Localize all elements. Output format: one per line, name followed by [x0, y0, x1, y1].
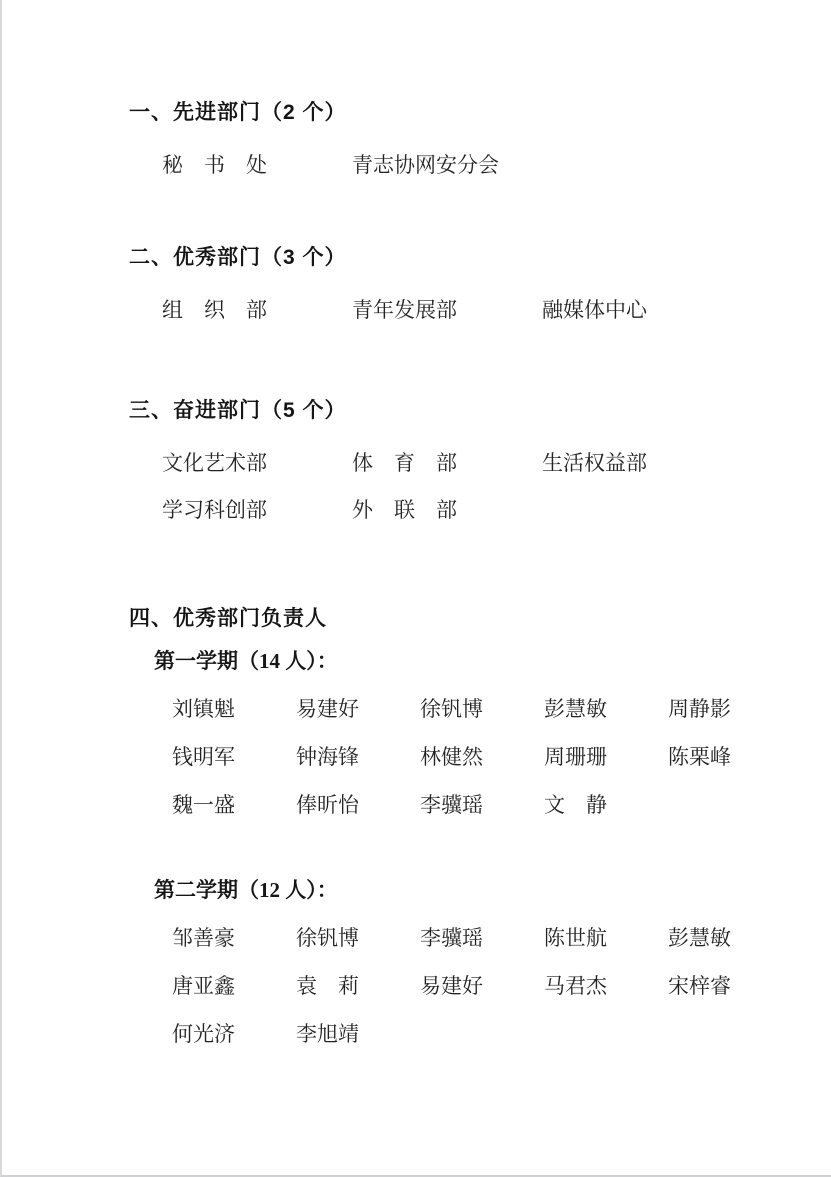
department-name: 学习科创部 — [162, 498, 267, 522]
person-name: 李骥瑶 — [420, 793, 483, 817]
person-name: 袁 莉 — [296, 974, 359, 998]
person-name: 易建好 — [420, 974, 483, 998]
document-content — [2, 0, 831, 1052]
person-name: 文 静 — [544, 793, 607, 817]
semester-1-block — [129, 646, 791, 823]
person-name: 易建好 — [296, 697, 359, 721]
person-name: 周珊珊 — [544, 745, 607, 769]
name-row — [172, 694, 791, 727]
semester-2-title: 第二学期（12 人）： — [154, 878, 338, 902]
person-name: 何光济 — [172, 1022, 235, 1046]
department-row — [162, 448, 791, 481]
department-name: 青志协网安分会 — [352, 153, 499, 177]
department-name: 组 织 部 — [162, 298, 267, 322]
person-name: 陈世航 — [544, 926, 607, 950]
person-name: 林健然 — [420, 745, 483, 769]
department-name: 体 育 部 — [352, 451, 457, 475]
person-name: 彭慧敏 — [544, 697, 607, 721]
department-name: 青年发展部 — [352, 298, 457, 322]
person-name: 周静影 — [668, 697, 731, 721]
department-row — [162, 495, 791, 528]
department-name: 生活权益部 — [542, 451, 647, 475]
section-3-heading: 三、奋进部门（5 个） — [129, 399, 347, 422]
person-name: 钱明军 — [172, 745, 235, 769]
semester-1-name-list — [172, 694, 791, 823]
semester-2-name-list — [172, 923, 791, 1052]
person-name: 刘镇魁 — [172, 697, 235, 721]
person-name: 魏一盛 — [172, 793, 235, 817]
person-name: 俸昕怡 — [296, 793, 359, 817]
department-name: 融媒体中心 — [542, 298, 647, 322]
name-row — [172, 971, 791, 1004]
department-name: 秘 书 处 — [162, 153, 267, 177]
department-name: 外 联 部 — [352, 498, 457, 522]
semester-2-block — [129, 875, 791, 1052]
section-1-department-list — [162, 150, 791, 183]
person-name: 马君杰 — [544, 974, 607, 998]
department-name: 文化艺术部 — [162, 451, 267, 475]
semester-1-title: 第一学期（14 人）： — [154, 649, 338, 673]
person-name: 陈栗峰 — [668, 745, 731, 769]
section-excellent-departments — [129, 243, 791, 328]
department-row — [162, 150, 791, 183]
person-name: 李骥瑶 — [420, 926, 483, 950]
section-4-heading: 四、优秀部门负责人 — [129, 607, 327, 630]
person-name: 邹善豪 — [172, 926, 235, 950]
section-3-department-list — [162, 448, 791, 528]
person-name: 彭慧敏 — [668, 926, 731, 950]
section-excellent-department-leaders — [129, 604, 791, 1052]
name-row — [172, 742, 791, 775]
name-row — [172, 1019, 791, 1052]
section-advanced-departments — [129, 98, 791, 183]
section-1-heading: 一、先进部门（2 个） — [129, 101, 347, 124]
name-row — [172, 923, 791, 956]
person-name: 唐亚鑫 — [172, 974, 235, 998]
section-2-department-list — [162, 295, 791, 328]
person-name: 李旭靖 — [296, 1022, 359, 1046]
person-name: 钟海锋 — [296, 745, 359, 769]
person-name: 宋梓睿 — [668, 974, 731, 998]
section-2-heading: 二、优秀部门（3 个） — [129, 246, 347, 269]
person-name: 徐钒博 — [296, 926, 359, 950]
department-row — [162, 295, 791, 328]
name-row — [172, 790, 791, 823]
section-striving-departments — [129, 396, 791, 528]
person-name: 徐钒博 — [420, 697, 483, 721]
